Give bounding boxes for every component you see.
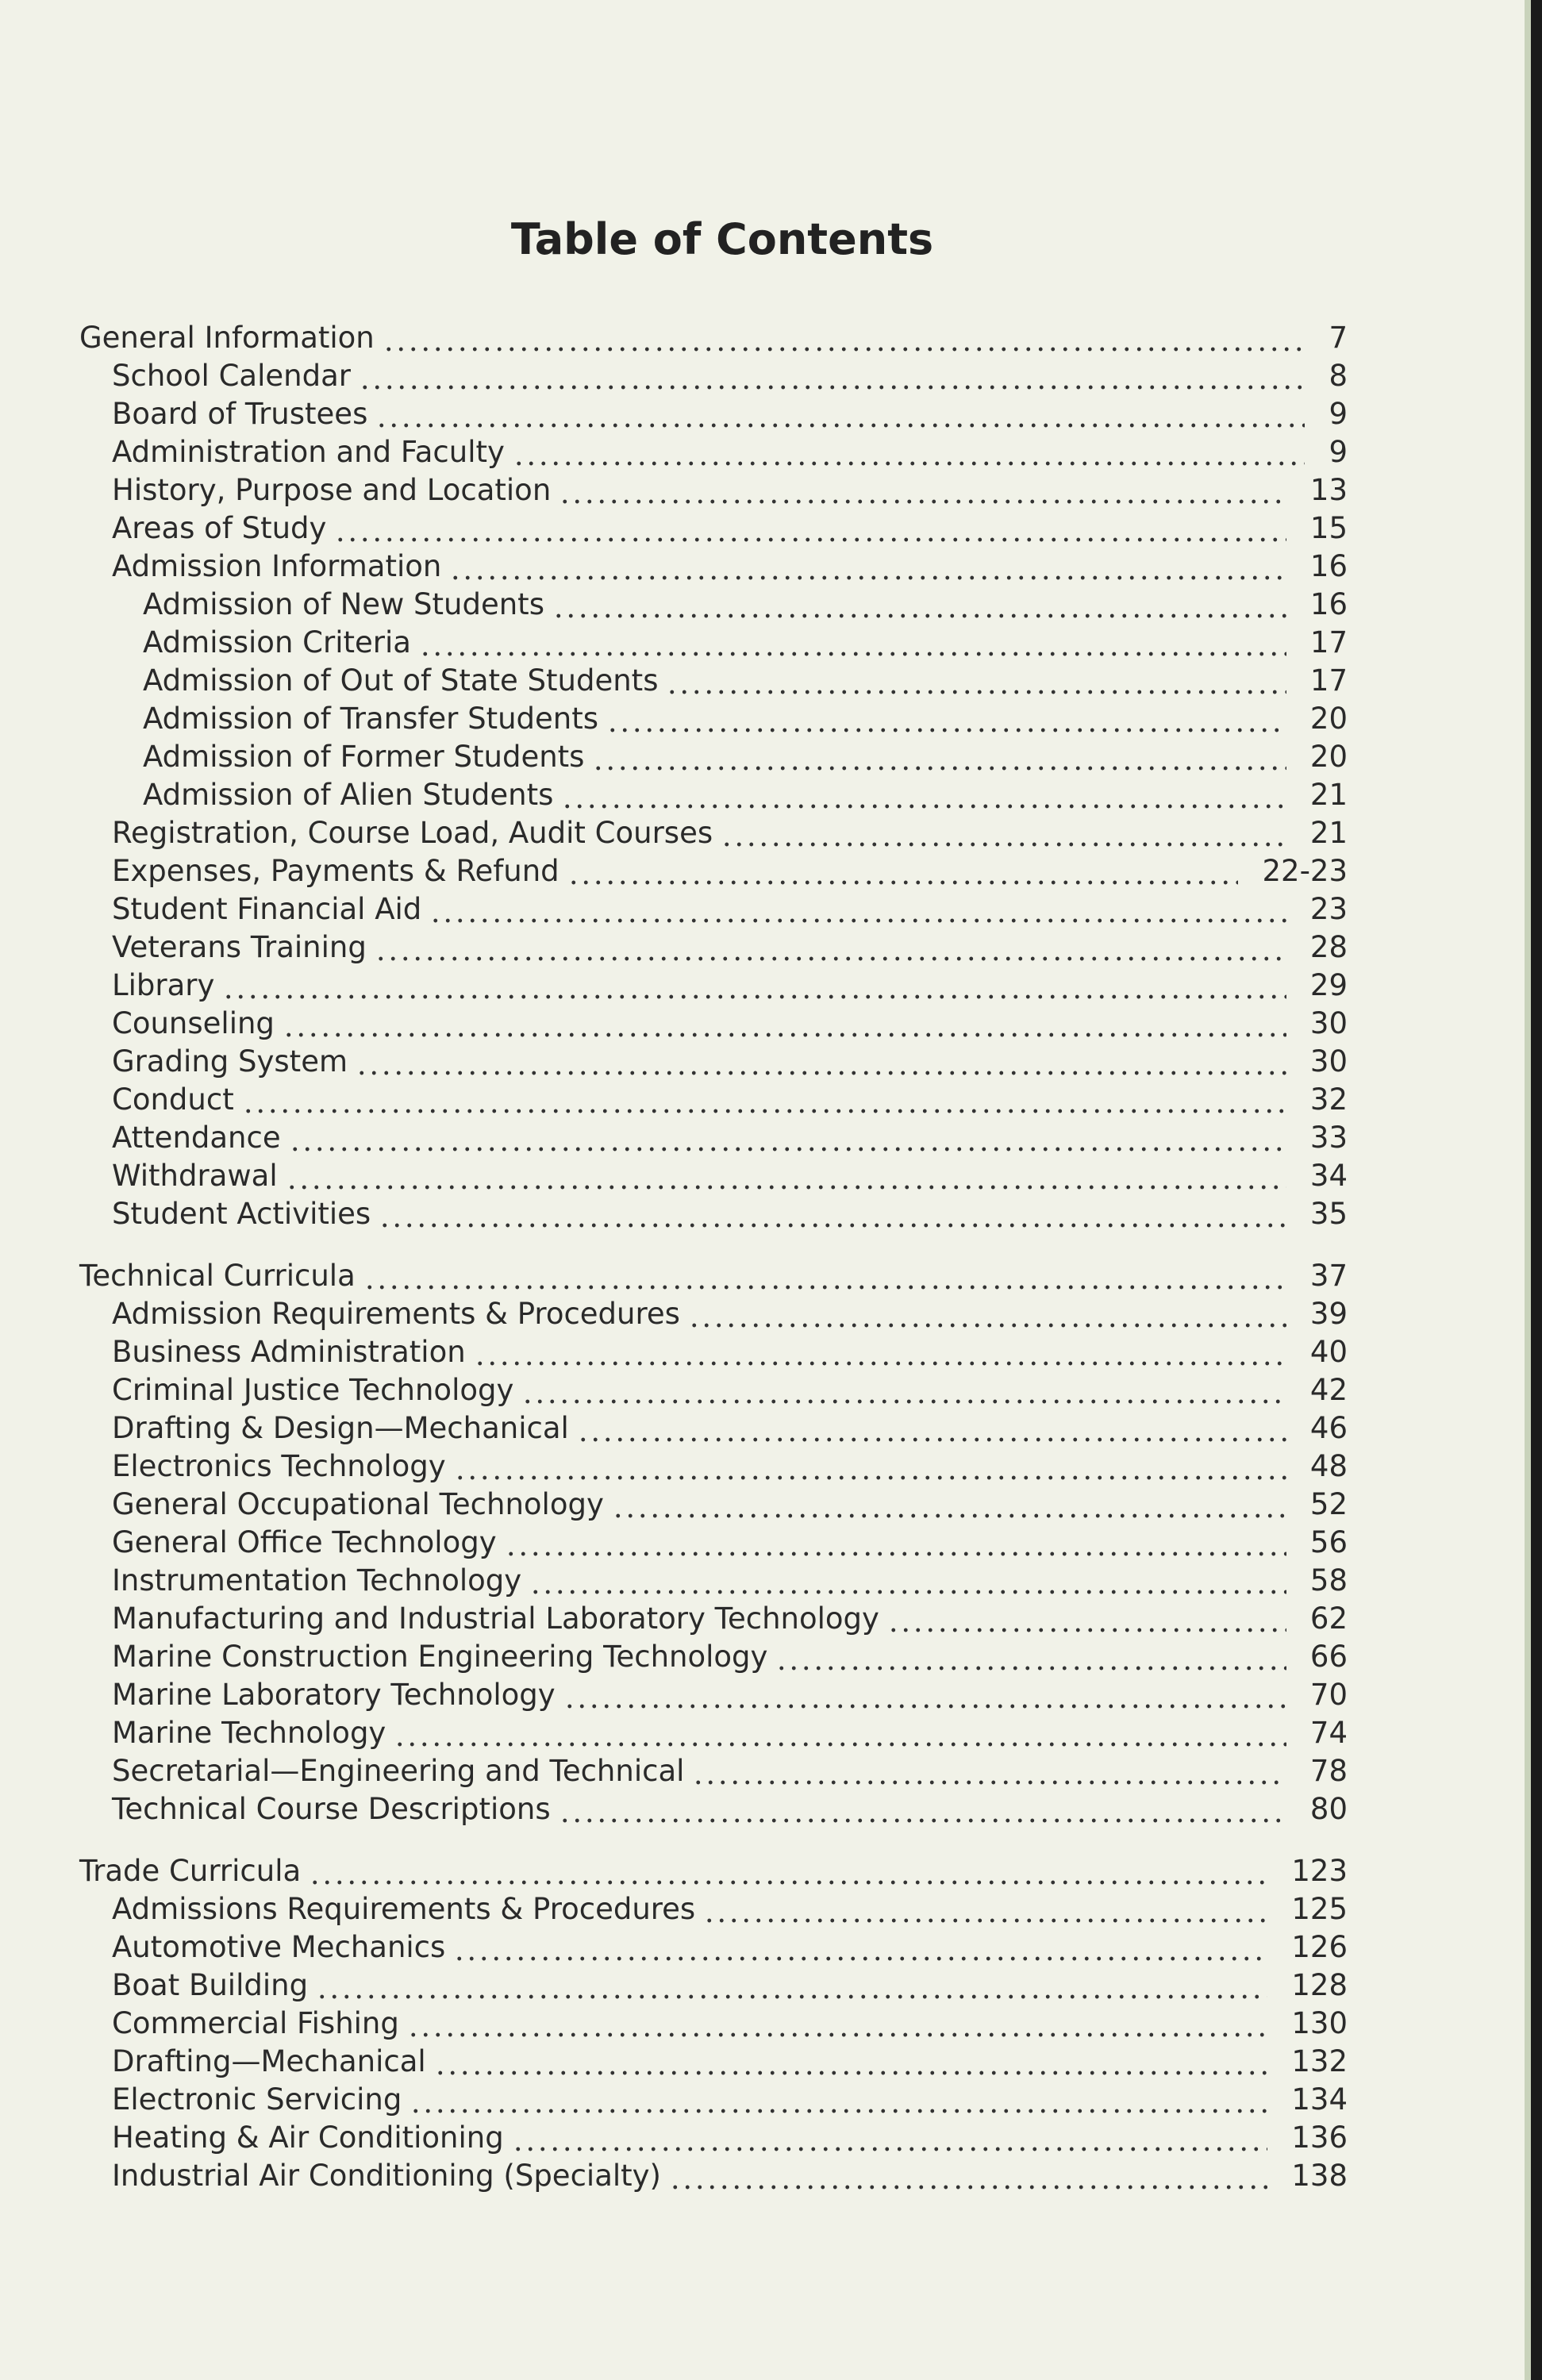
toc-entry[interactable]	[79, 1257, 1348, 1295]
dot-leader	[529, 1562, 1286, 1600]
toc-entry-page-number: 136	[1291, 2120, 1348, 2155]
toc-entry-page-number: 29	[1309, 968, 1348, 1002]
dot-leader	[669, 2157, 1267, 2195]
toc-entry-page-number: 17	[1309, 663, 1348, 698]
toc-entry[interactable]	[79, 929, 1348, 967]
toc-entry[interactable]	[79, 1081, 1348, 1119]
toc-entry-page-number: 13	[1309, 473, 1348, 507]
toc-entry-label: Instrumentation Technology	[112, 1563, 522, 1598]
toc-entry-label: Student Activities	[112, 1197, 371, 1231]
toc-entry[interactable]	[79, 776, 1348, 814]
toc-entry-label: General Office Technology	[112, 1525, 497, 1559]
dot-leader	[419, 624, 1286, 662]
toc-entry[interactable]	[79, 1409, 1348, 1448]
book-binding-edge	[1531, 0, 1542, 2380]
toc-entry-page-number: 22-23	[1262, 854, 1348, 888]
toc-entry-label: Conduct	[112, 1082, 234, 1117]
toc-entry-label: Expenses, Payments & Refund	[112, 854, 560, 888]
toc-entry-page-number: 23	[1309, 892, 1348, 926]
toc-entry-page-number: 126	[1291, 1930, 1348, 1964]
toc-entry-page-number: 32	[1309, 1082, 1348, 1117]
dot-leader	[567, 852, 1239, 890]
toc-section	[79, 1852, 1348, 2195]
dot-leader	[410, 2081, 1267, 2119]
dot-leader	[454, 1448, 1286, 1486]
dot-leader	[434, 2043, 1268, 2081]
toc-entry-label: Grading System	[112, 1044, 348, 1078]
toc-entry-label: Admission of New Students	[143, 587, 544, 621]
dot-leader	[316, 1967, 1267, 2005]
dot-leader	[286, 1157, 1286, 1195]
toc-entry-page-number: 34	[1309, 1159, 1348, 1193]
toc-entry-page-number: 16	[1309, 587, 1348, 621]
toc-entry-label: Withdrawal	[112, 1159, 278, 1193]
dot-leader	[242, 1081, 1286, 1119]
dot-leader	[289, 1119, 1286, 1157]
toc-entry-label: Automotive Mechanics	[112, 1930, 446, 1964]
toc-entry-page-number: 33	[1309, 1121, 1348, 1155]
toc-entry-label: Technical Course Descriptions	[112, 1792, 551, 1826]
toc-entry[interactable]	[79, 1752, 1348, 1790]
toc-entry-page-number: 66	[1309, 1640, 1348, 1674]
dot-leader	[474, 1333, 1286, 1371]
toc-entry[interactable]	[79, 1852, 1348, 1890]
dot-leader	[692, 1752, 1286, 1790]
dot-leader	[309, 1852, 1267, 1890]
dot-leader	[513, 433, 1306, 471]
toc-entry[interactable]	[79, 814, 1348, 852]
toc-entry-label: Marine Technology	[112, 1716, 386, 1750]
toc-entry-page-number: 21	[1309, 778, 1348, 812]
toc-entry[interactable]	[79, 1295, 1348, 1333]
dot-leader	[887, 1600, 1286, 1638]
toc-entry-page-number: 58	[1309, 1563, 1348, 1598]
toc-entry-page-number: 17	[1309, 625, 1348, 659]
dot-leader	[283, 1005, 1286, 1043]
toc-entry[interactable]	[79, 852, 1348, 890]
dot-leader	[775, 1638, 1286, 1676]
toc-entry[interactable]	[79, 1486, 1348, 1524]
toc-entry[interactable]	[79, 890, 1348, 929]
toc-entry-label: Manufacturing and Industrial Laboratory Technology	[112, 1601, 879, 1636]
toc-entry-page-number: 130	[1291, 2006, 1348, 2040]
page-edge-shadow	[1525, 0, 1531, 2380]
toc-entry[interactable]	[79, 967, 1348, 1005]
toc-entry-label: Business Administration	[112, 1335, 466, 1369]
toc-entry[interactable]	[79, 1157, 1348, 1195]
toc-entry[interactable]	[79, 1524, 1348, 1562]
toc-entry[interactable]	[79, 548, 1348, 586]
dot-leader	[222, 967, 1286, 1005]
toc-entry-page-number: 39	[1309, 1297, 1348, 1331]
dot-leader	[521, 1371, 1286, 1409]
toc-entry-page-number: 74	[1309, 1716, 1348, 1750]
dot-leader	[592, 738, 1286, 776]
toc-entry[interactable]	[79, 319, 1348, 357]
toc-entry-label: Commercial Fishing	[112, 2006, 399, 2040]
dot-leader	[688, 1295, 1286, 1333]
toc-entry[interactable]	[79, 1714, 1348, 1752]
toc-entry-label: Admission Criteria	[143, 625, 411, 659]
toc-entry-page-number: 9	[1329, 397, 1348, 431]
dot-leader	[721, 814, 1286, 852]
dot-leader	[375, 395, 1305, 433]
toc-entry[interactable]	[79, 471, 1348, 509]
toc-entry-page-number: 56	[1309, 1525, 1348, 1559]
dot-leader	[512, 2119, 1268, 2157]
dot-leader	[359, 357, 1305, 395]
dot-leader	[356, 1043, 1286, 1081]
toc-entry[interactable]	[79, 2081, 1348, 2119]
toc-entry-page-number: 78	[1309, 1754, 1348, 1788]
dot-leader	[394, 1714, 1286, 1752]
toc-entry-label: Student Financial Aid	[112, 892, 422, 926]
dot-leader	[703, 1890, 1267, 1928]
dot-leader	[363, 1257, 1286, 1295]
toc-entry-label: Admission of Former Students	[143, 740, 585, 774]
toc-entry[interactable]	[79, 433, 1348, 471]
toc-entry-label: Admissions Requirements & Procedures	[112, 1892, 696, 1926]
toc-entry[interactable]	[79, 357, 1348, 395]
toc-entry-label: Admission Information	[112, 549, 442, 583]
toc-entry-label: Counseling	[112, 1006, 275, 1040]
toc-entry-page-number: 21	[1309, 816, 1348, 850]
dot-leader	[379, 1195, 1286, 1233]
toc-entry[interactable]	[79, 1195, 1348, 1233]
toc-entry[interactable]	[79, 1333, 1348, 1371]
toc-entry-page-number: 30	[1309, 1006, 1348, 1040]
toc-entry-page-number: 46	[1309, 1411, 1348, 1445]
toc-entry-page-number: 35	[1309, 1197, 1348, 1231]
toc-entry-label: Boat Building	[112, 1968, 309, 2002]
toc-entry-page-number: 37	[1309, 1259, 1348, 1293]
toc-entry-page-number: 9	[1329, 435, 1348, 469]
toc-entry-label: Electronics Technology	[112, 1449, 446, 1483]
dot-leader	[429, 890, 1286, 929]
toc-entry-page-number: 123	[1291, 1854, 1348, 1888]
toc-entry-label: Admission of Transfer Students	[143, 702, 599, 736]
toc-section	[79, 1257, 1348, 1828]
toc-entry-page-number: 128	[1291, 1968, 1348, 2002]
dot-leader	[612, 1486, 1286, 1524]
toc-entry-page-number: 138	[1291, 2159, 1348, 2193]
toc-entry[interactable]	[79, 2005, 1348, 2043]
toc-entry-label: Admission of Alien Students	[143, 778, 554, 812]
dot-leader	[577, 1409, 1286, 1448]
toc-entry-label: School Calendar	[112, 359, 351, 393]
toc-entry-page-number: 7	[1329, 321, 1348, 355]
toc-entry[interactable]	[79, 1119, 1348, 1157]
toc-entry[interactable]	[79, 1890, 1348, 1928]
dot-leader	[334, 509, 1286, 548]
toc-entry[interactable]	[79, 700, 1348, 738]
toc-entry[interactable]	[79, 1790, 1348, 1828]
dot-leader	[563, 1676, 1286, 1714]
toc-section	[79, 319, 1348, 1233]
toc-entry-label: Industrial Air Conditioning (Specialty)	[112, 2159, 661, 2193]
toc-entry[interactable]	[79, 1448, 1348, 1486]
toc-entry-page-number: 125	[1291, 1892, 1348, 1926]
toc-entry[interactable]	[79, 586, 1348, 624]
toc-entry[interactable]	[79, 2157, 1348, 2195]
toc-entry-label: Marine Construction Engineering Technology	[112, 1640, 768, 1674]
toc-entry[interactable]	[79, 1928, 1348, 1967]
dot-leader	[559, 471, 1286, 509]
toc-entry[interactable]	[79, 1967, 1348, 2005]
toc-entry[interactable]	[79, 395, 1348, 433]
toc-entry-page-number: 48	[1309, 1449, 1348, 1483]
toc-entry-label: Admission of Out of State Students	[143, 663, 659, 698]
toc-entry-label: General Information	[79, 321, 375, 355]
toc-entry[interactable]	[79, 1676, 1348, 1714]
toc-entry[interactable]	[79, 1005, 1348, 1043]
toc-entry-page-number: 30	[1309, 1044, 1348, 1078]
toc-entry[interactable]	[79, 738, 1348, 776]
toc-entry-page-number: 80	[1309, 1792, 1348, 1826]
toc-entry-page-number: 15	[1309, 511, 1348, 545]
dot-leader	[666, 662, 1286, 700]
toc-entry-label: Registration, Course Load, Audit Courses	[112, 816, 713, 850]
toc-entry-page-number: 20	[1309, 740, 1348, 774]
toc-entry[interactable]	[79, 1043, 1348, 1081]
toc-entry-label: Areas of Study	[112, 511, 327, 545]
toc-entry-page-number: 70	[1309, 1678, 1348, 1712]
toc-entry-page-number: 8	[1329, 359, 1348, 393]
toc-entry[interactable]	[79, 509, 1348, 548]
dot-leader	[561, 776, 1286, 814]
toc-entry-label: Marine Laboratory Technology	[112, 1678, 556, 1712]
dot-leader	[453, 1928, 1267, 1967]
toc-entry-label: Board of Trustees	[112, 397, 368, 431]
toc-entry[interactable]	[79, 1638, 1348, 1676]
toc-entry-label: Criminal Justice Technology	[112, 1373, 514, 1407]
dot-leader	[407, 2005, 1268, 2043]
table-of-contents	[79, 319, 1348, 2219]
toc-entry[interactable]	[79, 662, 1348, 700]
toc-entry[interactable]	[79, 2043, 1348, 2081]
toc-entry[interactable]	[79, 1371, 1348, 1409]
toc-entry-label: History, Purpose and Location	[112, 473, 552, 507]
toc-entry-label: General Occupational Technology	[112, 1487, 604, 1521]
dot-leader	[449, 548, 1286, 586]
toc-entry-page-number: 16	[1309, 549, 1348, 583]
toc-entry-label: Admission Requirements & Procedures	[112, 1297, 680, 1331]
toc-entry-label: Drafting & Design—Mechanical	[112, 1411, 569, 1445]
toc-entry-label: Veterans Training	[112, 930, 367, 964]
toc-entry-label: Library	[112, 968, 215, 1002]
toc-entry-page-number: 42	[1309, 1373, 1348, 1407]
dot-leader	[505, 1524, 1286, 1562]
toc-entry-label: Trade Curricula	[79, 1854, 302, 1888]
toc-entry[interactable]	[79, 2119, 1348, 2157]
page-title: Table of Contents	[510, 214, 934, 264]
toc-entry-label: Technical Curricula	[79, 1259, 356, 1293]
dot-leader	[552, 586, 1286, 624]
dot-leader	[383, 319, 1306, 357]
toc-entry-label: Heating & Air Conditioning	[112, 2120, 504, 2155]
toc-entry-page-number: 62	[1309, 1601, 1348, 1636]
dot-leader	[559, 1790, 1286, 1828]
toc-entry[interactable]	[79, 1600, 1348, 1638]
dot-leader	[375, 929, 1286, 967]
toc-entry-label: Electronic Servicing	[112, 2082, 402, 2117]
dot-leader	[606, 700, 1286, 738]
toc-entry[interactable]	[79, 1562, 1348, 1600]
toc-entry-page-number: 28	[1309, 930, 1348, 964]
toc-entry-page-number: 134	[1291, 2082, 1348, 2117]
toc-entry-label: Secretarial—Engineering and Technical	[112, 1754, 685, 1788]
toc-entry[interactable]	[79, 624, 1348, 662]
toc-entry-page-number: 40	[1309, 1335, 1348, 1369]
toc-entry-label: Attendance	[112, 1121, 281, 1155]
toc-entry-page-number: 52	[1309, 1487, 1348, 1521]
toc-entry-page-number: 20	[1309, 702, 1348, 736]
toc-entry-page-number: 132	[1291, 2044, 1348, 2078]
toc-entry-label: Administration and Faculty	[112, 435, 505, 469]
toc-entry-label: Drafting—Mechanical	[112, 2044, 426, 2078]
